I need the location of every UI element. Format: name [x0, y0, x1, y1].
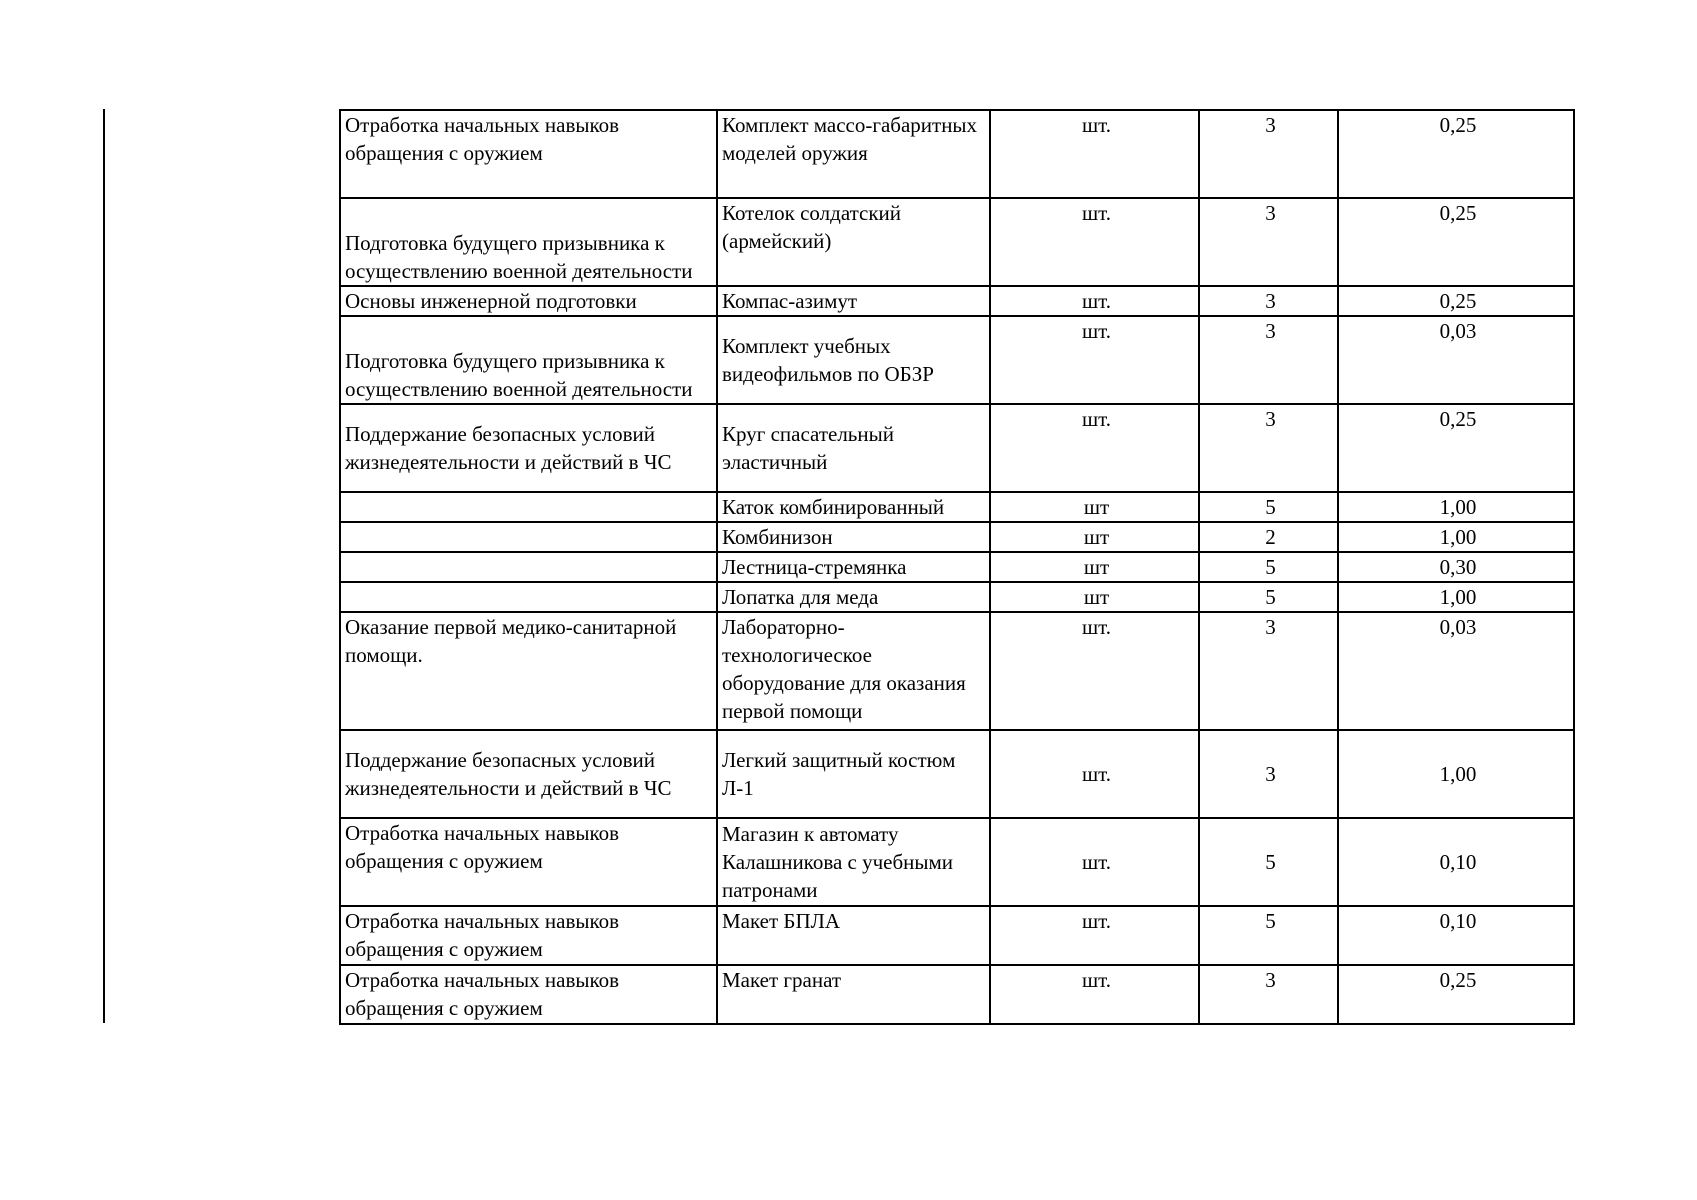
unit-cell: шт. [990, 404, 1199, 492]
coefficient-cell: 0,10 [1338, 906, 1574, 965]
equipment-table [339, 109, 1575, 1025]
table-row [340, 906, 1574, 965]
section-cell: Поддержание безопасных условий жизнедеятельности и действий в ЧС [340, 404, 717, 492]
unit-cell: шт [990, 522, 1199, 552]
coefficient-cell: 1,00 [1338, 730, 1574, 818]
quantity-cell: 3 [1199, 612, 1338, 730]
item-cell: Комплект массо-габаритных моделей оружия [717, 110, 990, 198]
table-row [340, 316, 1574, 404]
quantity-cell: 3 [1199, 110, 1338, 198]
section-cell: Основы инженерной подготовки [340, 286, 717, 316]
unit-cell: шт. [990, 316, 1199, 404]
item-cell: Котелок солдатский (армейский) [717, 198, 990, 286]
table-row [340, 818, 1574, 906]
item-cell: Круг спасательный эластичный [717, 404, 990, 492]
quantity-cell: 5 [1199, 552, 1338, 582]
unit-cell: шт [990, 582, 1199, 612]
unit-cell: шт. [990, 286, 1199, 316]
unit-cell: шт. [990, 612, 1199, 730]
unit-cell: шт. [990, 965, 1199, 1024]
item-cell: Компас-азимут [717, 286, 990, 316]
table-row [340, 730, 1574, 818]
quantity-cell: 3 [1199, 198, 1338, 286]
section-cell [340, 582, 717, 612]
unit-cell: шт. [990, 198, 1199, 286]
table-row [340, 552, 1574, 582]
item-cell: Каток комбинированный [717, 492, 990, 522]
section-cell [340, 522, 717, 552]
section-cell: Подготовка будущего призывника к осуществлению военной деятельности [340, 198, 717, 286]
unit-cell: шт. [990, 110, 1199, 198]
unit-cell: шт. [990, 818, 1199, 906]
coefficient-cell: 0,03 [1338, 316, 1574, 404]
item-cell: Лестница-стремянка [717, 552, 990, 582]
section-cell: Подготовка будущего призывника к осуществлению военной деятельности [340, 316, 717, 404]
quantity-cell: 5 [1199, 492, 1338, 522]
quantity-cell: 3 [1199, 316, 1338, 404]
quantity-cell: 5 [1199, 582, 1338, 612]
section-cell: Оказание первой медико-санитарной помощи. [340, 612, 717, 730]
quantity-cell: 3 [1199, 286, 1338, 316]
coefficient-cell: 0,25 [1338, 404, 1574, 492]
coefficient-cell: 1,00 [1338, 492, 1574, 522]
quantity-cell: 3 [1199, 404, 1338, 492]
unit-cell: шт. [990, 730, 1199, 818]
item-cell: Магазин к автомату Калашникова с учебными патронами [717, 818, 990, 906]
coefficient-cell: 1,00 [1338, 522, 1574, 552]
table-row [340, 110, 1574, 198]
coefficient-cell: 0,25 [1338, 198, 1574, 286]
quantity-cell: 5 [1199, 906, 1338, 965]
coefficient-cell: 0,10 [1338, 818, 1574, 906]
table-row [340, 286, 1574, 316]
table-row [340, 612, 1574, 730]
coefficient-cell: 1,00 [1338, 582, 1574, 612]
table-row [340, 492, 1574, 522]
coefficient-cell: 0,25 [1338, 286, 1574, 316]
item-cell: Макет БПЛА [717, 906, 990, 965]
coefficient-cell: 0,25 [1338, 965, 1574, 1024]
section-cell: Отработка начальных навыков обращения с оружием [340, 965, 717, 1024]
unit-cell: шт [990, 492, 1199, 522]
table-row [340, 404, 1574, 492]
section-cell: Отработка начальных навыков обращения с оружием [340, 818, 717, 906]
section-cell [340, 552, 717, 582]
table-row [340, 522, 1574, 552]
item-cell: Лопатка для меда [717, 582, 990, 612]
unit-cell: шт. [990, 906, 1199, 965]
table-row [340, 582, 1574, 612]
quantity-cell: 5 [1199, 818, 1338, 906]
quantity-cell: 3 [1199, 730, 1338, 818]
section-cell: Поддержание безопасных условий жизнедеятельности и действий в ЧС [340, 730, 717, 818]
unit-cell: шт [990, 552, 1199, 582]
item-cell: Лабораторно-технологическое оборудование для оказания первой помощи [717, 612, 990, 730]
table-row [340, 965, 1574, 1024]
item-cell: Комплект учебных видеофильмов по ОБЗР [717, 316, 990, 404]
quantity-cell: 3 [1199, 965, 1338, 1024]
coefficient-cell: 0,25 [1338, 110, 1574, 198]
section-cell: Отработка начальных навыков обращения с оружием [340, 110, 717, 198]
item-cell: Комбинизон [717, 522, 990, 552]
section-cell: Отработка начальных навыков обращения с оружием [340, 906, 717, 965]
section-cell [340, 492, 717, 522]
item-cell: Легкий защитный костюм Л-1 [717, 730, 990, 818]
table-row [340, 198, 1574, 286]
coefficient-cell: 0,30 [1338, 552, 1574, 582]
coefficient-cell: 0,03 [1338, 612, 1574, 730]
left-margin-rule [103, 109, 105, 1023]
item-cell: Макет гранат [717, 965, 990, 1024]
quantity-cell: 2 [1199, 522, 1338, 552]
